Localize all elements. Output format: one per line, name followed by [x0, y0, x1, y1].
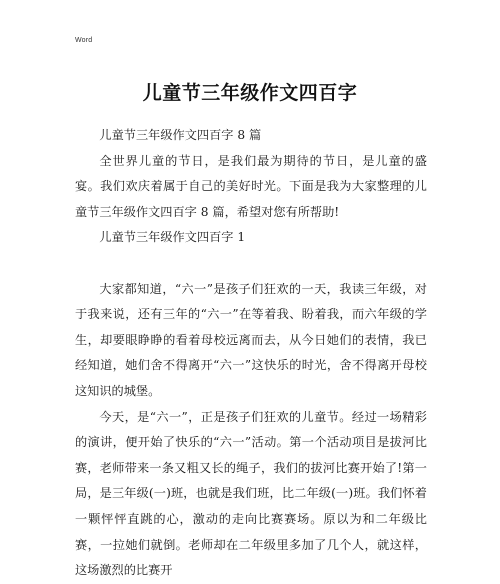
document-title: 儿童节三年级作文四百字 — [142, 82, 358, 104]
header-label: Word — [75, 37, 93, 44]
essay-paragraph-1: 大家都知道，“六一”是孩子们狂欢的一天，我读三年级，对于我来说，还有三年的“六一”在等着我、盼着我，而六年级的学生，却要眼睁睁的看着母校远离而去，从今日她们的表情，我已经知道，她们舍不得离开“六一”这快乐的时光，舍不得离开母校这知识的城堡。 — [75, 281, 427, 398]
essay-paragraph-2: 今天，是“六一”，正是孩子们狂欢的儿童节。经过一场精彩的演讲，便开始了快乐的“六一”活动。第一个活动项目是拔河比赛，老师带来一条又粗又长的绳子，我们的拔河比赛开始了!第一局，是三年级(一)班，也就是我们班，比二年级(一)班。我们怀着一颗怦怦直跳的心，激动的走向比赛赛场。原以为和二年级比赛，一拉她们就倒。老师却在二年级里多加了几个人，就这样，这场激烈的比赛开 — [75, 409, 427, 578]
section-heading: 儿童节三年级作文四百字 1 — [99, 230, 246, 245]
document-body — [75, 123, 427, 584]
intro-paragraph: 全世界儿童的节日，是我们最为期待的节日，是儿童的盛宴。我们欢庆着属于自己的美好时光。下面是我为大家整理的儿童节三年级作文四百字 8 篇，希望对您有所帮助! — [75, 153, 427, 219]
subtitle-paragraph: 儿童节三年级作文四百字 8 篇 — [99, 128, 262, 142]
